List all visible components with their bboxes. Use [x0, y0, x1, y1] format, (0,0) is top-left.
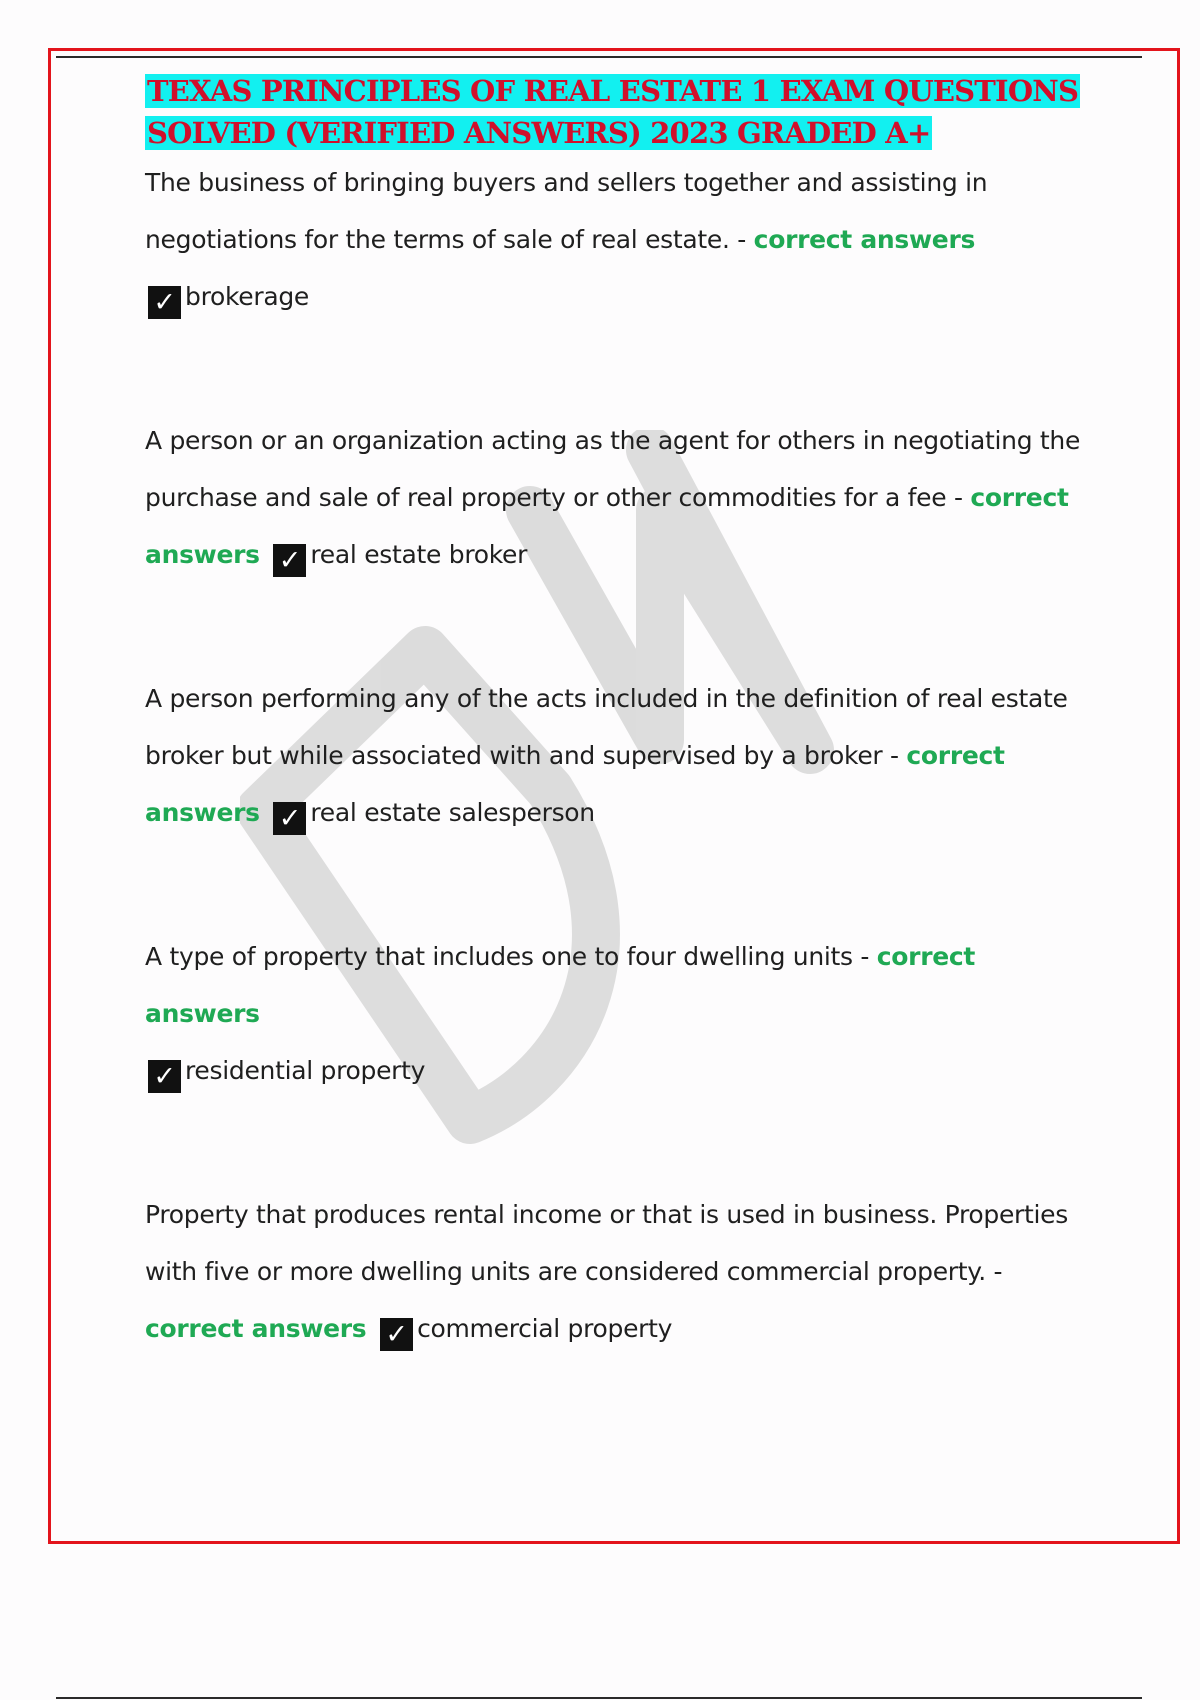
checkmark-icon: ✓ — [380, 1318, 413, 1351]
answer-label: correct answers — [145, 942, 976, 1028]
answer-text: residential property — [185, 1056, 426, 1085]
question-text: A person or an organization acting as the agent for others in negotiating the purchase and sale of real property or other commodities for a fee - — [145, 426, 1081, 512]
document-content — [145, 70, 1095, 1357]
question-text: A type of property that includes one to four dwelling units - — [145, 942, 870, 971]
answer-label: correct answers — [145, 483, 1069, 569]
checkmark-icon: ✓ — [273, 802, 306, 835]
answer-text: real estate salesperson — [310, 798, 595, 827]
footer-rule — [56, 1697, 1142, 1699]
header-rule — [56, 56, 1142, 58]
title-line-1: TEXAS PRINCIPLES OF REAL ESTATE 1 EXAM QUESTIONS — [147, 74, 1079, 108]
document-title — [145, 70, 1095, 154]
qa-item — [145, 412, 1095, 583]
question-text: Property that produces rental income or that is used in business. Properties with five or more dwelling units are considered commercial property. - — [145, 1200, 1068, 1286]
qa-item — [145, 1186, 1095, 1357]
checkmark-icon: ✓ — [148, 1060, 181, 1093]
question-text: The business of bringing buyers and sellers together and assisting in negotiations for the terms of sale of real estate. - — [145, 168, 988, 254]
qa-item — [145, 154, 1095, 325]
answer-label: correct answers — [145, 741, 1005, 827]
checkmark-icon: ✓ — [148, 286, 181, 319]
checkmark-icon: ✓ — [273, 544, 306, 577]
answer-label: correct answers — [753, 225, 976, 254]
answer-label: correct answers — [145, 1314, 367, 1343]
title-line-2: SOLVED (VERIFIED ANSWERS) 2023 GRADED A+ — [147, 116, 931, 150]
answer-text: commercial property — [417, 1314, 673, 1343]
question-text: A person performing any of the acts included in the definition of real estate broker but while associated with and supervised by a broker - — [145, 684, 1068, 770]
qa-item — [145, 670, 1095, 841]
answer-text: real estate broker — [310, 540, 528, 569]
qa-item — [145, 928, 1095, 1099]
answer-text: brokerage — [185, 282, 310, 311]
